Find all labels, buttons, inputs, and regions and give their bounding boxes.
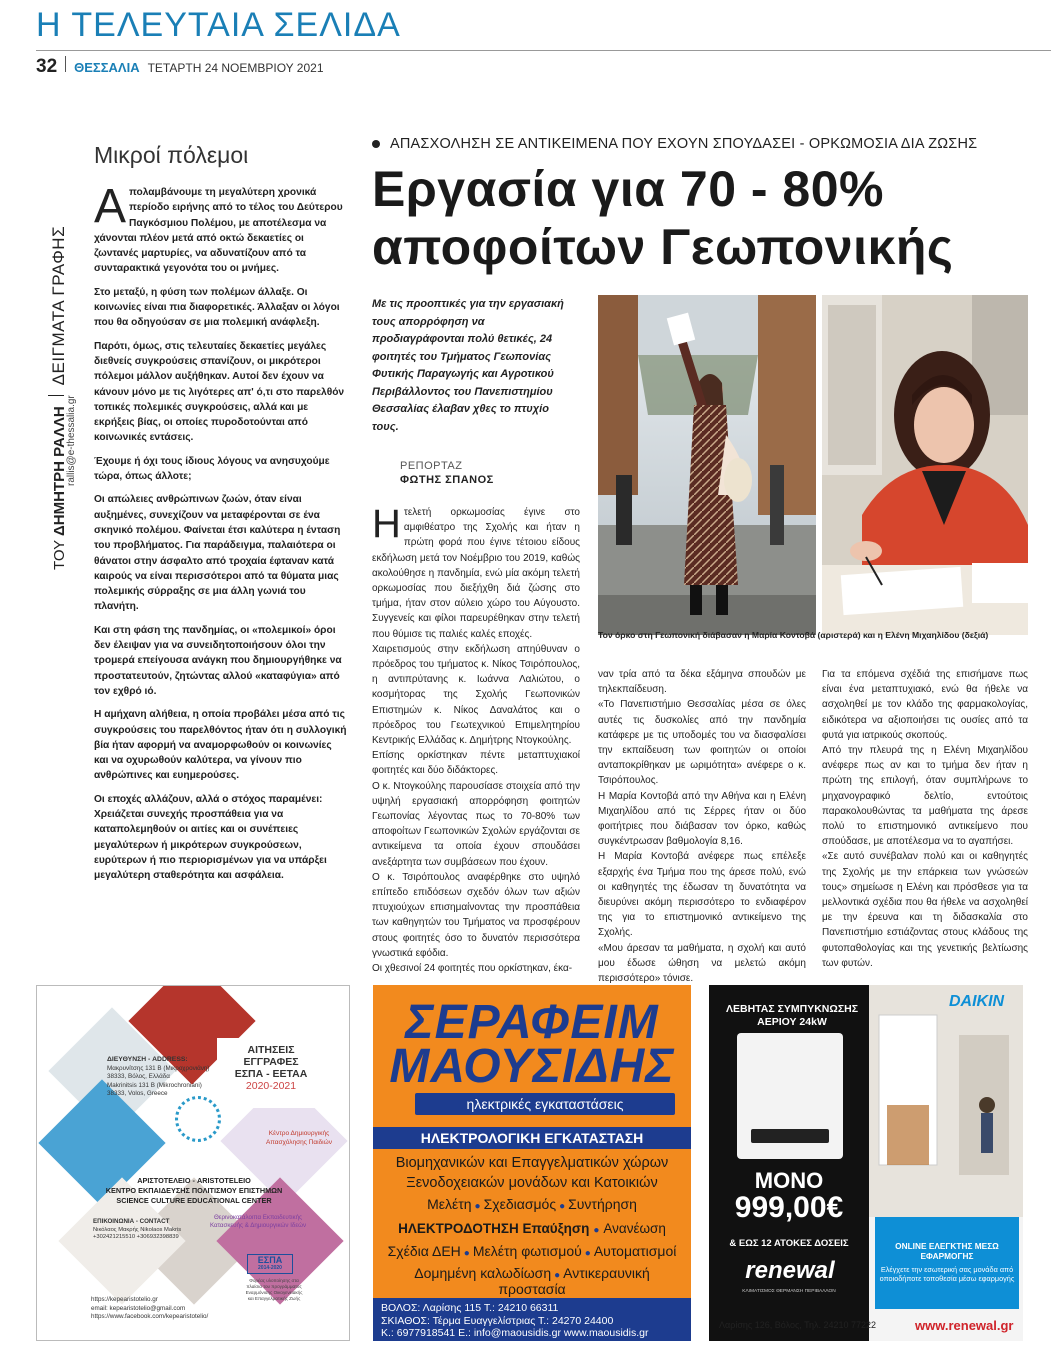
photo-signing-illustration	[822, 295, 1028, 635]
shop-address: Λαρίσης 126, Βόλος, Τηλ. 24210 77222	[719, 1320, 877, 1330]
school-links[interactable]	[91, 1296, 241, 1322]
article-paragraph: Χαιρετισμούς στην εκδήλωση απηύθυναν ο πρόεδρος του τμήματος κ. Νίκος Τσιρόπουλος, η αντιπρύτανης κ. Ιωάννα Λαλιώτου, ο κοσμήτορας της Σχολής Γεωπονικών Επιστημών κ. Νίκος Δαναλάτος και ο πρόεδρος του Γεωτεχνικού Επιμελητηρίου Κεντρικής Ελλάδας κ. Δημήτρης Ντογκούλης.	[372, 643, 580, 747]
column-paragraph: Στο μεταξύ, η φύση των πολέμων άλλαξε. Οι κοινωνίες είναι πια διαφορετικές. Άλλαξαν οι λόγοι που θα οδηγούσαν σε μια πολεμική ανάφλεξη.	[94, 286, 340, 329]
photo-graduate-eleni	[822, 295, 1028, 635]
reporter-name: ΦΩΤΗΣ ΣΠΑΝΟΣ	[400, 474, 494, 486]
paper-name: ΘΕΣΣΑΛΙΑ	[74, 60, 140, 75]
facebook-link[interactable]: https://www.facebook.com/kepearistotelio/	[91, 1313, 209, 1320]
article-paragraph: Ο κ. Ντογκούλης παρουσίασε στοιχεία από την υψηλή εργασιακή απορρόφηση φοιτητών Γεωπονίας λέγοντας πως το 70-80% των αποφοίτων Γεωπονικών Σχολών εργάζονται σε αντικείμενα τα οποία έχουν σπουδάσει ανεξάρτητα των συμβάσεων που έχουν.	[372, 780, 580, 868]
article-paragraph: Η Μαρία Κοντοβά από την Αθήνα και η Ελένη Μιχαηλίδου από τις Σέρρες ήταν οι δύο φοιτήτριες που διάβασαν τον όρκο, καθώς συγκέντρωσαν βαθμολογία 8,16.	[598, 790, 806, 848]
article-paragraph: Ητελετή ορκωμοσίας έγινε στο αμφιθέατρο της Σχολής και ήταν η πρώτη φορά που έγινε τέτοιου είδους εκδήλωση μετά τον Νοέμβριο του 2019, καθώς ακολούθησε η πανδημία, ενώ μία ακόμη τελετή ορκωμοσίας που διεξήχθη διά ζώσης στο τμήμα, ήταν στον αύλειο χώρο του Αύγουστο. Συγγενείς και φίλοι παρευρέθηκαν στην τελετή που θύμισε τις παλιές καλές εποχές.	[372, 502, 580, 640]
online-controller-box: ONLINE ΕΛΕΓΚΤΗΣ ΜΕΣΩ ΕΦΑΡΜΟΓΗΣ Ελέγχετε την εσωτερική σας μονάδα από οποιοδήποτε τοποθεσία μέσω εφαρμογής	[875, 1217, 1019, 1309]
service-row: Μελέτη ● Σχεδιασμός ● Συντήρηση	[427, 1196, 637, 1212]
advertisement-education-center[interactable]	[36, 985, 350, 1341]
email-link[interactable]: email: kepearistotelio@gmail.com	[91, 1304, 186, 1312]
byline-prefix: ΤΟΥ	[51, 540, 68, 570]
bullet-icon: ●	[559, 1201, 566, 1212]
article-column-1	[372, 502, 580, 976]
photo-caption: Τον όρκο στη Γεωπονική διάβασαν η Μαρία Κοντοβά (αριστερά) και η Ελένη Μιχαηλίδου (δεξιά)	[598, 630, 989, 640]
school-address: ΔΙΕΥΘΥΝΣΗ - ADDRESS: Μακρυνίτσης 131 Β (Μικροχρονιάνη) 38333, Βόλος, Ελλάδα Makrinitsis 131 B (Mikrochroniani) 38333, Volos, Greece	[107, 1056, 210, 1098]
article-column-3	[822, 667, 1028, 971]
column-paragraph: Οι απώλειες ανθρώπινων ζωών, όταν είναι αυξημένες, συνεχίζουν να μεταφέρονται σε ένα σκηνικό πολέμου. Φαίνεται έτσι καλύτερα η ένταση του προβλήματος. Για παράδειγμα, παλαιότερα οι θάνατοι στην άσφαλτο από τροχαία έφταναν κατά καιρούς να είναι περισσότεροι από τα θύματα μιας πολεμικής σύρραξης σε μια άλλη γωνιά του πλανήτη.	[94, 494, 341, 613]
renewal-logo: renewal	[745, 1257, 835, 1284]
service-row: Σχέδια ΔΕΗ ● Μελέτη φωτισμού ● Αυτοματισμοί	[387, 1243, 677, 1259]
drop-cap: Η	[372, 502, 401, 546]
heat-pump-illustration	[869, 985, 1023, 1217]
article-paragraph: Η Μαρία Κοντοβά ανέφερε πως επέλεξε εξαρχής ένα Τμήμα που της άρεσε πολύ, ενώ οι καθηγητές της έδωσαν τη δυνατότητα να διευρύνει ακόμη περισσότερο το ενδιαφέρον της για το επιστημονικό αντικείμενο της Σχολής.	[598, 851, 806, 939]
service-line: Βιομηχανικών και Επαγγελματικών χώρων	[395, 1155, 669, 1171]
page-number: 32	[36, 56, 58, 77]
page-separator	[65, 56, 66, 72]
byline-separator	[48, 395, 64, 396]
column-paragraph: Απολαμβάνουμε τη μεγαλύτερη χρονικά περίοδο ειρήνης από το τέλος του Δεύτερου Παγκόσμιου Πολέμου, με αποτέλεσμα να χάνονται πλέον μετά από οκτώ δεκαετίες οι ζωντανές μαρτυρίες, να αδυνατίζουν από τα συνταρακτικά γεγονότα του οι μνήμες.	[94, 180, 343, 275]
column-series-name: ΔΕΙΓΜΑΤΑ ΓΡΑΦΗΣ	[49, 225, 68, 386]
summer-program-tag: Θερινοκατάλοιπα Εκπαιδευτικής Κατασκευής & Δημιουργικών Ιδεών	[209, 1214, 307, 1229]
column-paragraph: Οι εποχές αλλάζουν, αλλά ο στόχος παραμένει: Χρειάζεται συνεχής προσπάθεια για να καταπολεμηθούν οι αιτίες και οι συνέπειες μεγαλύτερων ή μικρότερων συγκρούσεων, ευρύτερων ή πιο περιορισμένων για να υπάρξει μεγαλύτερη σταθερότητα και ασφάλεια.	[94, 793, 327, 882]
program-note: Φορέας υλοποίησης στα πλαίσια του προγράμματος Εναρμόνισης Οικογενειακής και Επαγγελματικής Ζωής	[245, 1278, 303, 1301]
photo-graduate-illustration	[598, 295, 816, 635]
address-title: ΔΙΕΥΘΥΝΣΗ - ADDRESS:	[107, 1056, 188, 1063]
header-divider	[36, 50, 1051, 51]
enrollment-box: ΑΙΤΗΣΕΙΣ ΕΓΓΡΑΦΕΣ ΕΣΠΑ - ΕΕΤΑΑ 2020-2021	[217, 1038, 325, 1108]
headline-line-1: Εργασία για 70 - 80%	[372, 161, 885, 217]
website-link[interactable]: www.renewal.gr	[915, 1318, 1014, 1333]
school-logo-icon	[175, 1096, 221, 1142]
photo-graduate-maria	[598, 295, 816, 635]
brand-tagline: ηλεκτρικές εγκαταστάσεις	[415, 1093, 675, 1115]
page-info	[36, 56, 324, 78]
article-kicker: ΑΠΑΣΧΟΛΗΣΗ ΣΕ ΑΝΤΙΚΕΙΜΕΝΑ ΠΟΥ ΕΧΟΥΝ ΣΠΟΥΔΑΣΕΙ - ΟΡΚΩΜΟΣΙΑ ΔΙΑ ΖΩΣΗΣ	[372, 136, 977, 152]
article-paragraph: ναν τρία από τα δέκα εξάμηνα σπουδών με τηλεκπαίδευση.	[598, 669, 806, 696]
creative-center-tag: Κέντρο Δημιουργικής Απασχόλησης Παιδιών	[266, 1130, 332, 1146]
column-paragraph: Η αμήχανη αλήθεια, η οποία προβάλει μέσα από τις συγκρούσεις του παρελθόντος ήταν ότι η συλλογική βία ήταν αφορμή να αναμορφωθούν οι κοινωνίες και να οχυρωθούν καλύτερα, να γίνουν πιο ανθρώπινες και ευημερούσες.	[94, 709, 347, 782]
drop-cap: Α	[94, 180, 127, 233]
bullet-icon: ●	[554, 1270, 561, 1281]
brand-name-line-1: ΣΕΡΑΦΕΙΜ	[405, 996, 659, 1049]
column-paragraph: Και στη φάση της πανδημίας, οι «πολεμικοί» όροι δεν έλειψαν για να συνειδητοποιήσουν όλοι την τρομερά επείγουσα ανάγκη που δημιουργήθηκε να προστατευτούν, ζητώντας αλλού «καταφύγια» από τον εχθρό ιό.	[94, 624, 342, 697]
advertisement-boiler[interactable]	[709, 985, 1023, 1341]
offer-price: 999,00€	[734, 1191, 844, 1224]
section-title: Η ΤΕΛΕΥΤΑΙΑ ΣΕΛΙΔΑ	[36, 6, 401, 44]
article-paragraph: Επίσης ορκίστηκαν πέντε μεταπτυχιακοί φοιτητές και δύο διδάκτορες.	[372, 750, 580, 777]
report-label: ΡΕΠΟΡΤΑΖ	[400, 460, 463, 472]
bullet-icon: ●	[474, 1201, 481, 1212]
advertisement-electrician[interactable]	[373, 985, 691, 1341]
bullet-icon: ●	[593, 1225, 600, 1236]
renewal-tagline: ΚΛΙΜΑΤΙΣΜΟΣ ΘΕΡΜΑΝΣΗ ΠΕΡΙΒΑΛΛΟΝ	[742, 1289, 836, 1294]
article-headline	[372, 160, 1032, 276]
headline-line-2: αποφοίτων Γεωπονικής	[372, 219, 954, 275]
column-paragraph: Παρότι, όμως, στις τελευταίες δεκαετίες μεγάλες διεθνείς συγκρούσεις σπανίζουν, οι μικρότεροι πόλεμοι μάλλον αυξήθηκαν. Αυτοί δεν έχουν να κάνουν μόνο με τις λιγότερες απ' ό,τι στο παρελθόν τοπικές πολεμικές συγκρούσεις, αλλά και με εκρήξεις βίας, οι οποίες πυροδοτούνται από κοινωνικές εντάσεις.	[94, 340, 345, 444]
article-paragraph: «Το Πανεπιστήμιο Θεσσαλίας μέσα σε όλες αυτές τις δυσκολίες από την πανδημία κατάφερε με τις υποδομές του να διασφαλίσει την εκπαίδευση των φοιτητών οι οποίοι ανταποκρίθηκαν με ωριμότητα» ανέφερε ο κ. Τσιρόπουλος.	[598, 699, 806, 787]
installments-note: & ΕΩΣ 12 ΑΤΟΚΕΣ ΔΟΣΕΙΣ	[729, 1238, 849, 1249]
bullet-icon: ●	[584, 1248, 591, 1259]
article-paragraph: Οι χθεσινοί 24 φοιτητές που ορκίστηκαν, έκα-	[372, 963, 573, 975]
offer-label: ΜΟΝΟ	[754, 1168, 824, 1193]
bullet-icon: ●	[463, 1248, 470, 1259]
service-line: Ξενοδοχειακών μονάδων και Κατοικιών	[406, 1175, 658, 1191]
electrician-contact-footer: ΒΟΛΟΣ: Λαρίσης 115 Τ.: 24210 66311 ΣΚΙΑΘΟΣ: Τέρμα Ευαγγελίστριας Τ.: 24270 24400 Κ.: 6977918541 Ε.: info@maousidis.gr www.maousidis.gr	[373, 1298, 691, 1341]
boiler-title: ΛΕΒΗΤΑΣ ΣΥΜΠΥΚΝΩΣΗΣ ΑΕΡΙΟΥ 24kW	[725, 1003, 858, 1028]
service-heading: ΗΛΕΚΤΡΟΛΟΓΙΚΗ ΕΓΚΑΤΑΣΤΑΣΗ	[373, 1127, 691, 1149]
article-paragraph: Από την πλευρά της η Ελένη Μιχαηλίδου ανέφερε πως αν και το τμήμα δεν ήταν η πρώτη της επιλογή, όταν συμπλήρωνε το μηχανογραφικό δελτίο, εντούτοις παρακολουθώντας τα μαθήματα της άρεσε πολύ το επιστημονικό αντικείμενο που σπούδασε, με αποτέλεσμα να το αγαπήσει.	[822, 745, 1028, 848]
article-paragraph: «Σε αυτό συνέβαλαν πολύ και οι καθηγητές της Σχολής με την επάρκεια των γνώσεών τους» σημείωσε η Ελένη και πρόσθεσε για τα μελλοντικά σχέδια που θα ήθελε να ασχοληθεί με την έρευνα και τη διδασκαλία στο Πανεπιστήμιο εστιάζοντας στους κλάδους της φυτοπαθολογίας και της γενετικής βελτίωσης των φυτών.	[822, 851, 1028, 969]
service-row: Δομημένη καλωδίωση ● Αντικεραυνική προστασία	[414, 1265, 650, 1297]
institution-name: ΑΡΙΣΤΟΤΕΛΕΙΟ - ARISTOTELEIO ΚΕΝΤΡΟ ΕΚΠΑΙΔΕΥΣΗΣ ΠΟΛΙΤΙΣΜΟΥ ΕΠΙΣΤΗΜΩΝ SCIENCE CULTURE EDUCATIONAL CENTER	[105, 1176, 283, 1205]
heat-pump-photo	[869, 985, 1023, 1217]
column-body	[94, 180, 348, 891]
brand-name-line-2: ΜΑΟΥΣΙΔΗΣ	[389, 1040, 675, 1093]
article-paragraph: Για τα επόμενα σχέδιά της επισήμανε πως είναι ένα μεταπτυχιακό, ενώ θα ήθελε να ασχοληθεί με τον κλάδο της φαρμακολογίας, ειδικότερα να αξιοποιήσει τις ουσίες από τα φυτά για ιατρικούς σκοπούς.	[822, 669, 1028, 741]
issue-date: ΤΕΤΑΡΤΗ 24 ΝΟΕΜΒΡΙΟΥ 2021	[147, 61, 324, 75]
article-lead: Με τις προοπτικές για την εργασιακή τους απορρόφηση να προδιαγράφονται πολύ θετικές, 24 φοιτητές του Τμήματος Γεωπονίας Φυτικής Παραγωγής και Αγροτικού Περιβάλλοντος του Πανεπιστημίου Θεσσαλίας έλαβαν χθες το πτυχίο τους.	[372, 298, 564, 433]
author-name: ΔΗΜΗΤΡΗ ΡΑΛΛΗ	[51, 406, 68, 537]
article-paragraph: «Μου άρεσαν τα μαθήματα, η σχολή και αυτό μου έδωσε ώθηση να μελετώ ακόμη περισσότερο» τόνισε.	[598, 942, 806, 985]
espa-logo: ΕΣΠΑ 2014-2020	[247, 1254, 293, 1274]
daikin-logo: DAIKIN	[949, 993, 1005, 1010]
author-email[interactable]: rallis@e-thessalia.gr	[66, 395, 77, 486]
power-supply-line: ΗΛΕΚΤΡΟΔΟΤΗΣΗ Επαύξηση ● Ανανέωση	[398, 1221, 666, 1236]
bullet-icon	[372, 140, 380, 148]
school-contact: ΕΠΙΚΟΙΝΩΝΙΑ - CONTACT Νικόλαος Μακρής Nikolaos Makris +302421215510 +306932398839	[93, 1218, 182, 1240]
column-title: Μικροί πόλεμοι	[94, 142, 249, 168]
website-link[interactable]: https://kepearistotelio.gr	[91, 1296, 158, 1303]
article-paragraph: Ο κ. Τσιρόπουλος αναφέρθηκε στο υψηλό επίπεδο επιδόσεων σχεδόν όλων των αξιών πτυχιούχων επισημαίνοντας την προσπάθεια των καθηγητών του Τμήματος να προσφέρουν στους φοιτητές όσο το δυνατόν περισσότερα γνωστικά εφόδια.	[372, 871, 580, 959]
column-paragraph: Έχουμε ή όχι τους ίδιους λόγους να ανησυχούμε τώρα, όπως άλλοτε;	[94, 455, 330, 483]
article-column-2	[598, 667, 806, 986]
boiler-icon	[737, 1033, 843, 1159]
